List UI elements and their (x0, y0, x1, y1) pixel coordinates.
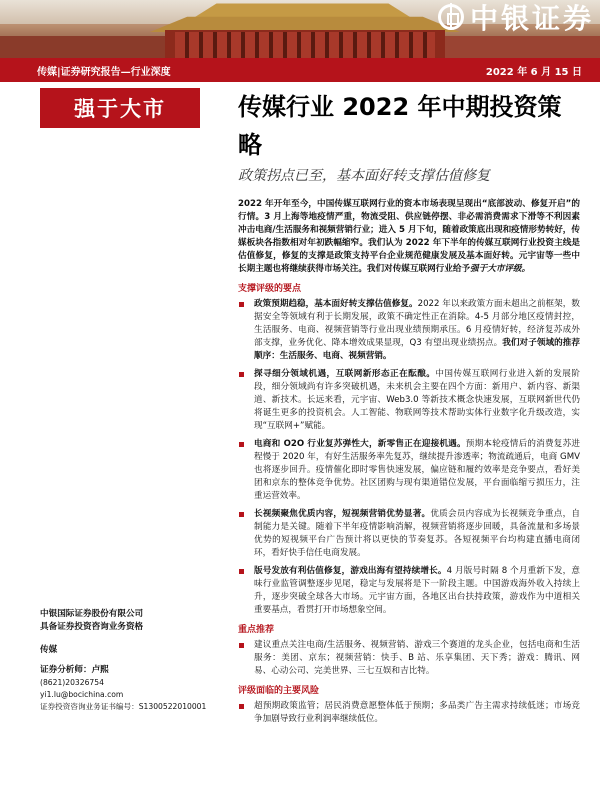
bullet-square-icon (239, 569, 244, 574)
bullet-body: 预期本轮疫情后的消费复苏进程慢于 2020 年，有好生活服务率先复苏，继续提升渗透率；物流疏通后，电商 GMV 也将逐步回升。疫情催化即时零售快速发展，偏应链和履约效率是竞争要点，看好美团和京东的整体竞争优势。社区团购与现有渠道错位发展，平台面临缩亏损压力，注重运营效率。 (254, 439, 580, 501)
bullet-square-icon (239, 302, 244, 307)
analyst-license: 证券投资咨询业务证书编号：S1300522010001 (40, 702, 207, 711)
bullet-head: 版号发放有利估值修复，游戏出海有望持续增长。 (254, 566, 447, 576)
main-content (238, 198, 580, 731)
bank-logo-icon (438, 4, 464, 30)
bullet-item (238, 298, 580, 363)
intro-text: 2022 年开年至今，中国传媒互联网行业的资本市场表现呈现出“底部波动、修复开启”的行情。3 月上海等地疫情严重，物流受阻、供应链停摆、非必需消费需求下滑等不利因素冲击电商/生活服务和视频营销行业；进入 5 月下旬，随着政策底出现和疫情形势转好，传媒板块各指数相对年初跌幅缩窄。我们认为 2022 年下半年的传媒互联网行业投资主线是估值修复，修复的支撑是政策支持平台企业规范健康发展及基本面好转。元宇宙等一些中长期主题也将继续获得市场关注。我们对传媒互联网行业给予 (238, 199, 580, 274)
breadcrumb-bar (0, 58, 600, 82)
bullet-item (238, 700, 580, 726)
bullet-item (238, 438, 580, 503)
banner-wall-right (440, 36, 600, 58)
report-title: 传媒行业 2022 年中期投资策略 (238, 93, 562, 159)
section-heading: 支撑评级的要点 (238, 284, 302, 294)
points-list (238, 298, 580, 617)
bullet-body: 4 月版号时隔 8 个月重新下发，意味行业监管调整逐步见尾，稳定与发展将是下一阶段主题。中国游戏海外收入持续上升，逐步突破全球各大市场。元宇宙方面，各地区出台扶持政策，游戏作为中道相关重要基点，看贯打开市场想象空间。 (254, 566, 580, 615)
analyst-label: 证券分析师：卢熙 (40, 665, 109, 675)
bullet-body: 优质会员内容成为长视频竞争重点，自制能力是关键。随着下半年疫情影响消解，视频营销将逐步回暖，具备流量和多场景优势的短视频平台广告预计将以更快的节奏复苏。各短视频平台均构建直播电商闭环，看好快手信任电商发展。 (254, 509, 580, 558)
section-heading: 重点推荐 (238, 625, 275, 635)
bullet-square-icon (239, 442, 244, 447)
banner-wall-left (0, 36, 170, 58)
bullet-head: 电商和 O2O 行业复苏弹性大，新零售正在迎接机遇。 (254, 439, 466, 449)
bullet-item (238, 368, 580, 433)
bullet-head: 长视频聚焦优质内容，短视频营销优势显著。 (254, 509, 431, 519)
header-banner (0, 0, 600, 58)
bullet-square-icon (239, 643, 244, 648)
report-date: 2022 年 6 月 15 日 (485, 67, 582, 78)
section-heading: 评级面临的主要风险 (238, 686, 320, 696)
bullet-item (238, 565, 580, 617)
section-risks (238, 685, 580, 726)
sidebar-analyst (40, 660, 210, 713)
intro-rating: 强于大市评级。 (470, 264, 531, 274)
picks-list (238, 639, 580, 678)
analyst-email[interactable]: yi1.lu@bocichina.com (40, 690, 124, 699)
breadcrumb: 传媒|证券研究报告—行业深度 (37, 66, 171, 78)
bullet-square-icon (239, 372, 244, 377)
report-subtitle: 政策拐点已至，基本面好转支撑估值修复 (238, 168, 490, 184)
bullet-body: 2022 年以来政策方面未超出之前框架，数据安全等领域有利于长期发展，政策不确定性正在消除。4-5 月部分地区疫情封控，生活服务、电商、视频营销等行业出现业绩预期承压。6 月疫情好转，经济复苏成外部支撑，业务优化、降本增效成果显现，Q3 有望出现业绩拐点。 (254, 299, 580, 348)
sidebar-industry: 传媒 (40, 645, 58, 655)
bullet-body: 建议重点关注电商/生活服务、视频营销、游戏三个赛道的龙头企业，包括电商和生活服务：美团、京东；视频营销：快手、B 站、乐享集团、天下秀；游戏：腾讯、网易、心动公司、完美世界、三七互娱和吉比特。 (254, 640, 580, 676)
bullet-body: 超预期政策监管；居民消费意愿整体低于预期；多品类广告主需求持续低迷；市场竞争加剧导致行业利润率继续低位。 (254, 701, 580, 724)
section-points (238, 283, 580, 617)
bullet-body: 中国传媒互联网行业进入新的发展阶段，细分领域尚有许多突破机遇，未来机会主要在四个方面：新用户、新内容、新渠道、新技术。长远来看，元宇宙、Web3.0 等新技术概念快速发展，互联网新世代仍将诞生更多的投资机会。人工智能、物联网等技术帮助实体行业数字化升级改造，实现“互联网+”赋能。 (254, 369, 580, 431)
bullet-square-icon (239, 512, 244, 517)
banner-roof-upper (195, 2, 410, 17)
section-picks (238, 624, 580, 678)
analyst-phone: (8621)20326754 (40, 678, 104, 687)
bullet-item (238, 508, 580, 560)
bullet-head: 探寻细分领域机遇，互联网新形态正在酝酿。 (254, 369, 436, 379)
bullet-head: 政策预期趋稳，基本面好转支撑估值修复。 (254, 299, 418, 309)
logo-text: 中银证券 (469, 2, 594, 35)
bullet-tail: 我们对子领域的推荐顺序：生活服务、电商、视频营销。 (254, 338, 580, 361)
intro-paragraph (238, 198, 580, 276)
rating-badge: 强于大市 (40, 88, 200, 128)
bullet-item (238, 639, 580, 678)
sidebar-company: 中银国际证券股份有限公司 具备证券投资咨询业务资格 (40, 609, 144, 632)
bullet-square-icon (239, 704, 244, 709)
banner-columns (175, 32, 435, 58)
brand-logo (438, 0, 594, 34)
risks-list (238, 700, 580, 726)
